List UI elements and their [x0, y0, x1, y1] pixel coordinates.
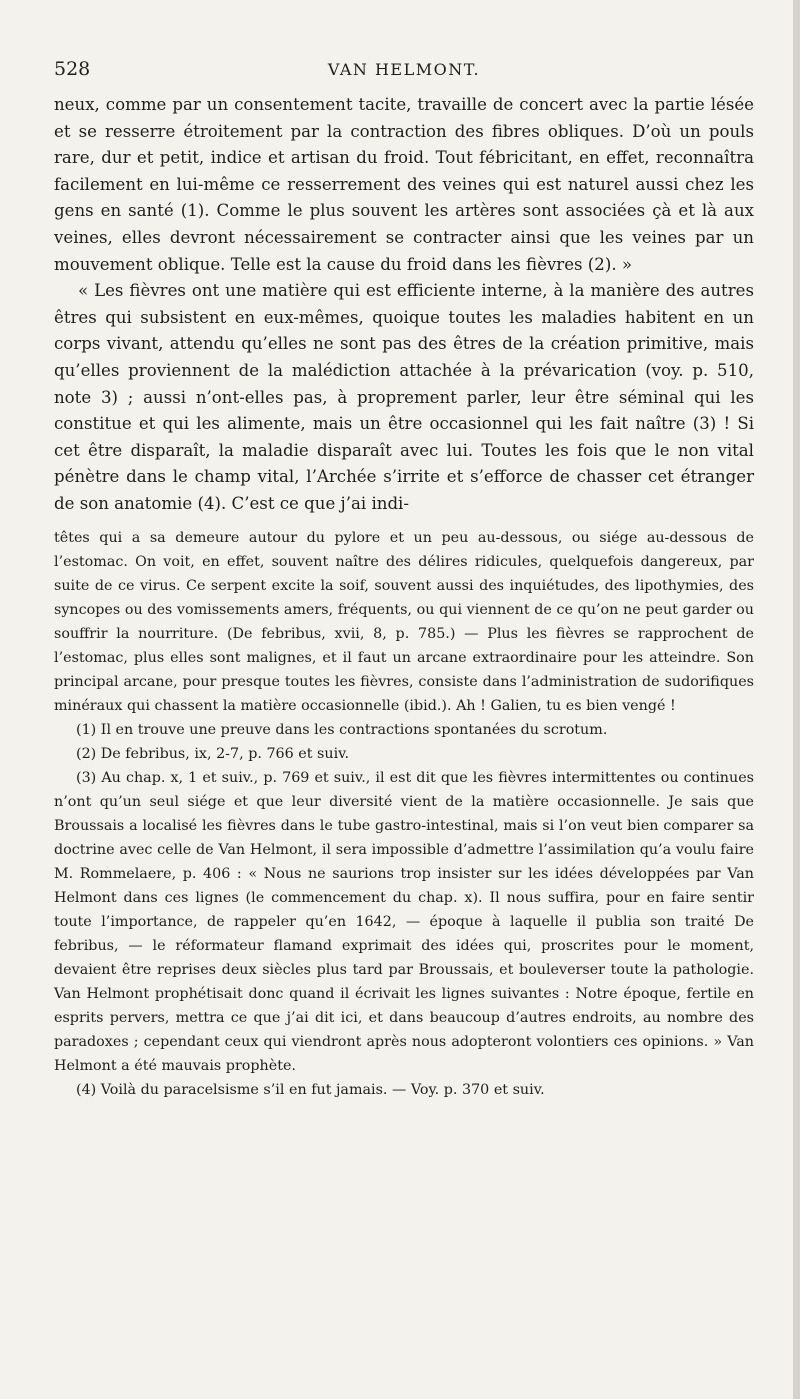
- page-edge-shadow: [793, 0, 800, 1399]
- main-text: [54, 92, 754, 518]
- book-page: [54, 52, 754, 1102]
- footnote-2: (2) De febribus, ix, 2-7, p. 766 et suiv.: [76, 745, 350, 762]
- paragraph-fevers: « Les fièvres ont une matière qui est efficiente interne, à la manière des autres êtres qui subsistent en eux-mêmes, quoique toutes les maladies habitent en un corps vivant, attendu qu’elles ne sont pas des êtres de la création primitive, mais qu’elles proviennent de la malédiction attachée à la prévarication (voy. p. 510, note 3) ; aussi n’ont-elles pas, à proprement parler, leur être séminal qui les constitue et qui les alimente, mais un être occasionnel qui les fait naître (3) ! Si cet être disparaît, la maladie disparaît avec lui. Toutes les fois que le non vital pénètre dans le champ vital, l’Archée s’irrite et s’efforce de chasser cet étranger de son anatomie (4). C’est ce que j’ai indi-: [54, 281, 754, 513]
- footnote-continuation: têtes qui a sa demeure autour du pylore et un peu au-dessous, ou siége au-dessous de l’estomac. On voit, en effet, souvent naître des délires ridicules, quelquefois dangereux, par suite de ce virus. Ce serpent excite la soif, souvent aussi des inquiétudes, des lipothymies, des syncopes ou des vomissements amers, fréquents, ou qui viennent de ce qu’on ne peut garder ou souffrir la nourriture. (De febribus, xvii, 8, p. 785.) — Plus les fièvres se rapprochent de l’estomac, plus elles sont malignes, et il faut un arcane extraordinaire pour les atteindre. Son principal arcane, pour presque toutes les fièvres, consiste dans l’administration de sudorifiques minéraux qui chassent la matière occasionnelle (ibid.). Ah ! Galien, tu es bien vengé !: [54, 529, 754, 714]
- footnote-1: (1) Il en trouve une preuve dans les contractions spontanées du scrotum.: [76, 721, 608, 738]
- footnote-3: (3) Au chap. x, 1 et suiv., p. 769 et suiv., il est dit que les fièvres intermittentes ou continues n’ont qu’un seul siége et que leur diversité vient de la matière occasionnelle. Je sais que Broussais a localisé les fièvres dans le tube gastro-intestinal, mais si l’on veut bien comparer sa doctrine avec celle de Van Helmont, il sera impossible d’admettre l’assimilation qu’a voulu faire M. Rommelaere, p. 406 : « Nous ne saurions trop insister sur les idées développées par Van Helmont dans ces lignes (le commencement du chap. x). Il nous suffira, pour en faire sentir toute l’importance, de rappeler qu’en 1642, — époque à laquelle il publia son traité De febribus, — le réformateur flamand exprimait des idées qui, proscrites pour le moment, devaient être reprises deux siècles plus tard par Broussais, et bouleverser toute la pathologie. Van Helmont prophétisait donc quand il écrivait les lignes suivantes : Notre époque, fertile en esprits pervers, mettra ce que j’ai dit ici, et dans beaucoup d’autres endroits, au nombre des paradoxes ; cependant ceux qui viendront après nous adopteront volontiers ces opinions. » Van Helmont a été mauvais prophète.: [54, 769, 754, 1074]
- footnotes: [54, 526, 754, 1102]
- footnote-4: (4) Voilà du paracelsisme s’il en fut jamais. — Voy. p. 370 et suiv.: [76, 1081, 545, 1098]
- page-header: [54, 52, 754, 86]
- paragraph-continuation: neux, comme par un consentement tacite, travaille de concert avec la partie lésée et se resserre étroitement par la contraction des fibres obliques. D’où un pouls rare, dur et petit, indice et artisan du froid. Tout fébricitant, en effet, reconnaîtra facilement en lui-même ce resserrement des veines qui est naturel aussi chez les gens en santé (1). Comme le plus souvent les artères sont associées çà et là aux veines, elles devront nécessairement se contracter ainsi que les veines par un mouvement oblique. Telle est la cause du froid dans les fièvres (2). »: [54, 95, 754, 274]
- page-number: 528: [54, 58, 91, 80]
- running-title: VAN HELMONT.: [327, 60, 481, 79]
